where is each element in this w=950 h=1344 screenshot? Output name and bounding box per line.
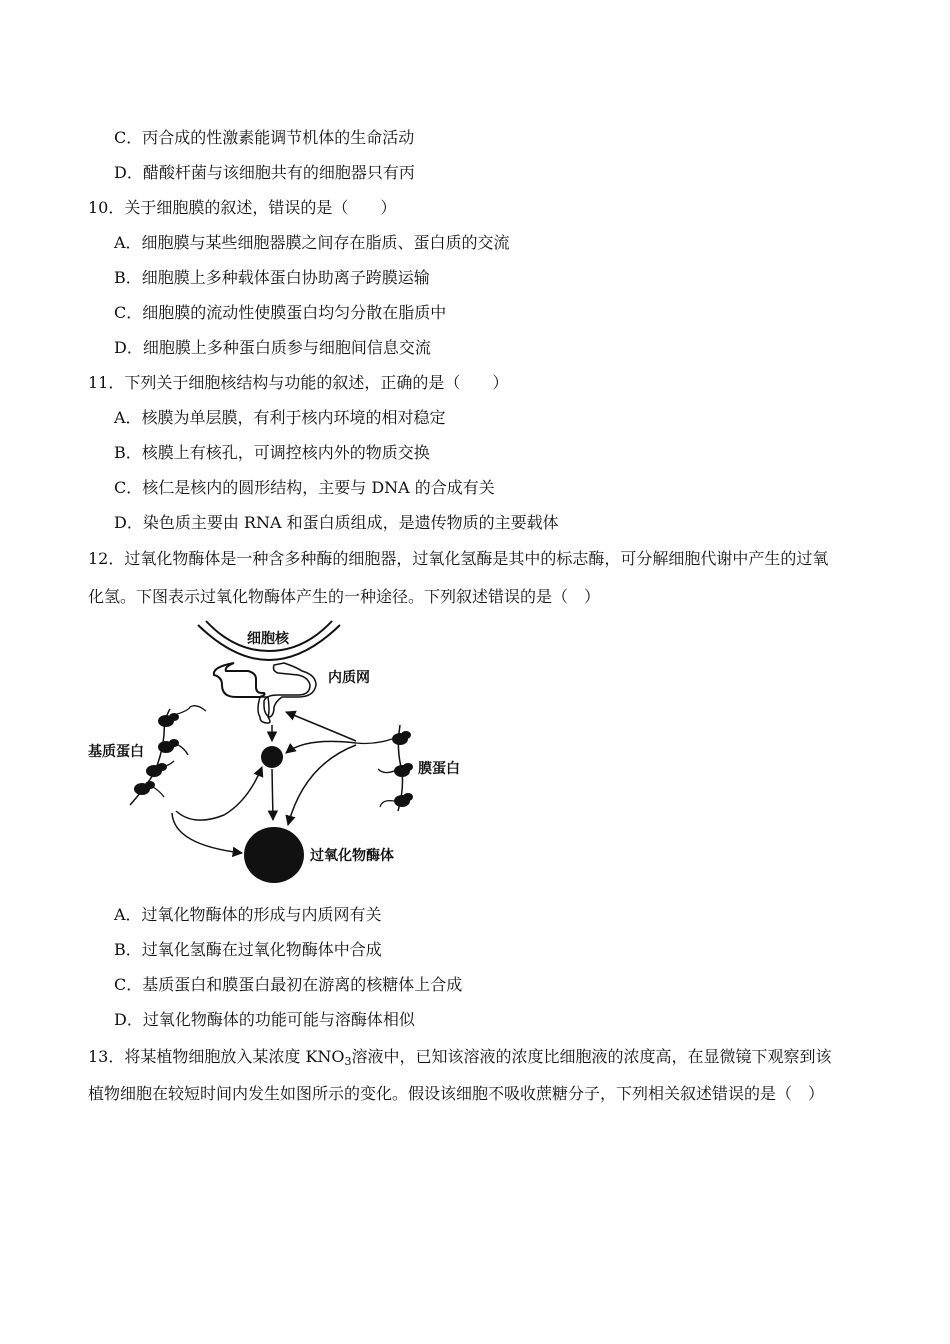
option-11d: D．染色质主要由 RNA 和蛋白质组成，是遗传物质的主要载体 (114, 513, 559, 532)
option-11c: C．核仁是核内的圆形结构，主要与 DNA 的合成有关 (114, 478, 495, 497)
label-er: 内质网 (328, 670, 370, 686)
line-q9c: C．丙合成的性激素能调节机体的生命活动 (114, 128, 415, 147)
arrow-matrix-to-vesicle (176, 767, 262, 820)
option-10d: D．细胞膜上多种蛋白质参与细胞间信息交流 (114, 338, 431, 357)
arrow-membrane-to-vesicle (286, 741, 356, 753)
question-12-line1: 12．过氧化物酶体是一种含多种酶的细胞器，过氧化氢酶是其中的标志酶，可分解细胞代谢中产生的过氧 (88, 549, 829, 568)
arrow-vesicle-to-peroxisome (272, 769, 273, 820)
membrane-protein-ribosomes (356, 725, 413, 811)
option-10b: B．细胞膜上多种载体蛋白协助离子跨膜运输 (114, 268, 430, 287)
question-12-line2: 化氢。下图表示过氧化物酶体产生的一种途径。下列叙述错误的是（ ） (88, 587, 601, 606)
option-10a: A．细胞膜与某些细胞器膜之间存在脂质、蛋白质的交流 (114, 233, 510, 252)
endoplasmic-reticulum (214, 663, 265, 697)
question-10: 10．关于细胞膜的叙述，错误的是（ ） (88, 198, 397, 217)
question-13-line2: 植物细胞在较短时间内发生如图所示的变化。假设该细胞不吸收蔗糖分子，下列相关叙述错误的是（ ） (88, 1084, 825, 1103)
option-12b: B．过氧化氢酶在过氧化物酶体中合成 (114, 940, 382, 959)
option-11b: B．核膜上有核孔，可调控核内外的物质交换 (114, 443, 430, 462)
q13-pre: 13．将某植物细胞放入某浓度 KNO (88, 1047, 345, 1066)
question-13-line1 (88, 1047, 832, 1067)
peroxisome-pathway-diagram (84, 615, 414, 895)
option-11a: A．核膜为单层膜，有利于核内环境的相对稳定 (114, 408, 446, 427)
peroxisome (244, 827, 304, 883)
arrow-membrane-to-peroxisome (288, 745, 356, 825)
question-11: 11．下列关于细胞核结构与功能的叙述，正确的是（ ） (88, 373, 509, 392)
label-membrane-protein-text: 膜蛋白 (418, 761, 460, 777)
label-matrix-protein: 基质蛋白 (88, 744, 144, 760)
option-10c: C．细胞膜的流动性使膜蛋白均匀分散在脂质中 (114, 303, 447, 322)
option-12a: A．过氧化物酶体的形成与内质网有关 (114, 905, 382, 924)
q13-post: 溶液中，已知该溶液的浓度比细胞液的浓度高，在显微镜下观察到该 (351, 1047, 832, 1066)
option-12c: C．基质蛋白和膜蛋白最初在游离的核糖体上合成 (114, 975, 463, 994)
label-nucleus: 细胞核 (247, 631, 289, 647)
label-peroxisome: 过氧化物酶体 (310, 848, 394, 864)
line-q9d: D．醋酸杆菌与该细胞共有的细胞器只有丙 (114, 163, 415, 182)
arrow-membrane-to-er (286, 712, 356, 741)
q13-subscript: 3 (344, 1055, 352, 1068)
vesicle (261, 746, 283, 768)
option-12d: D．过氧化物酶体的功能可能与溶酶体相似 (114, 1010, 415, 1029)
